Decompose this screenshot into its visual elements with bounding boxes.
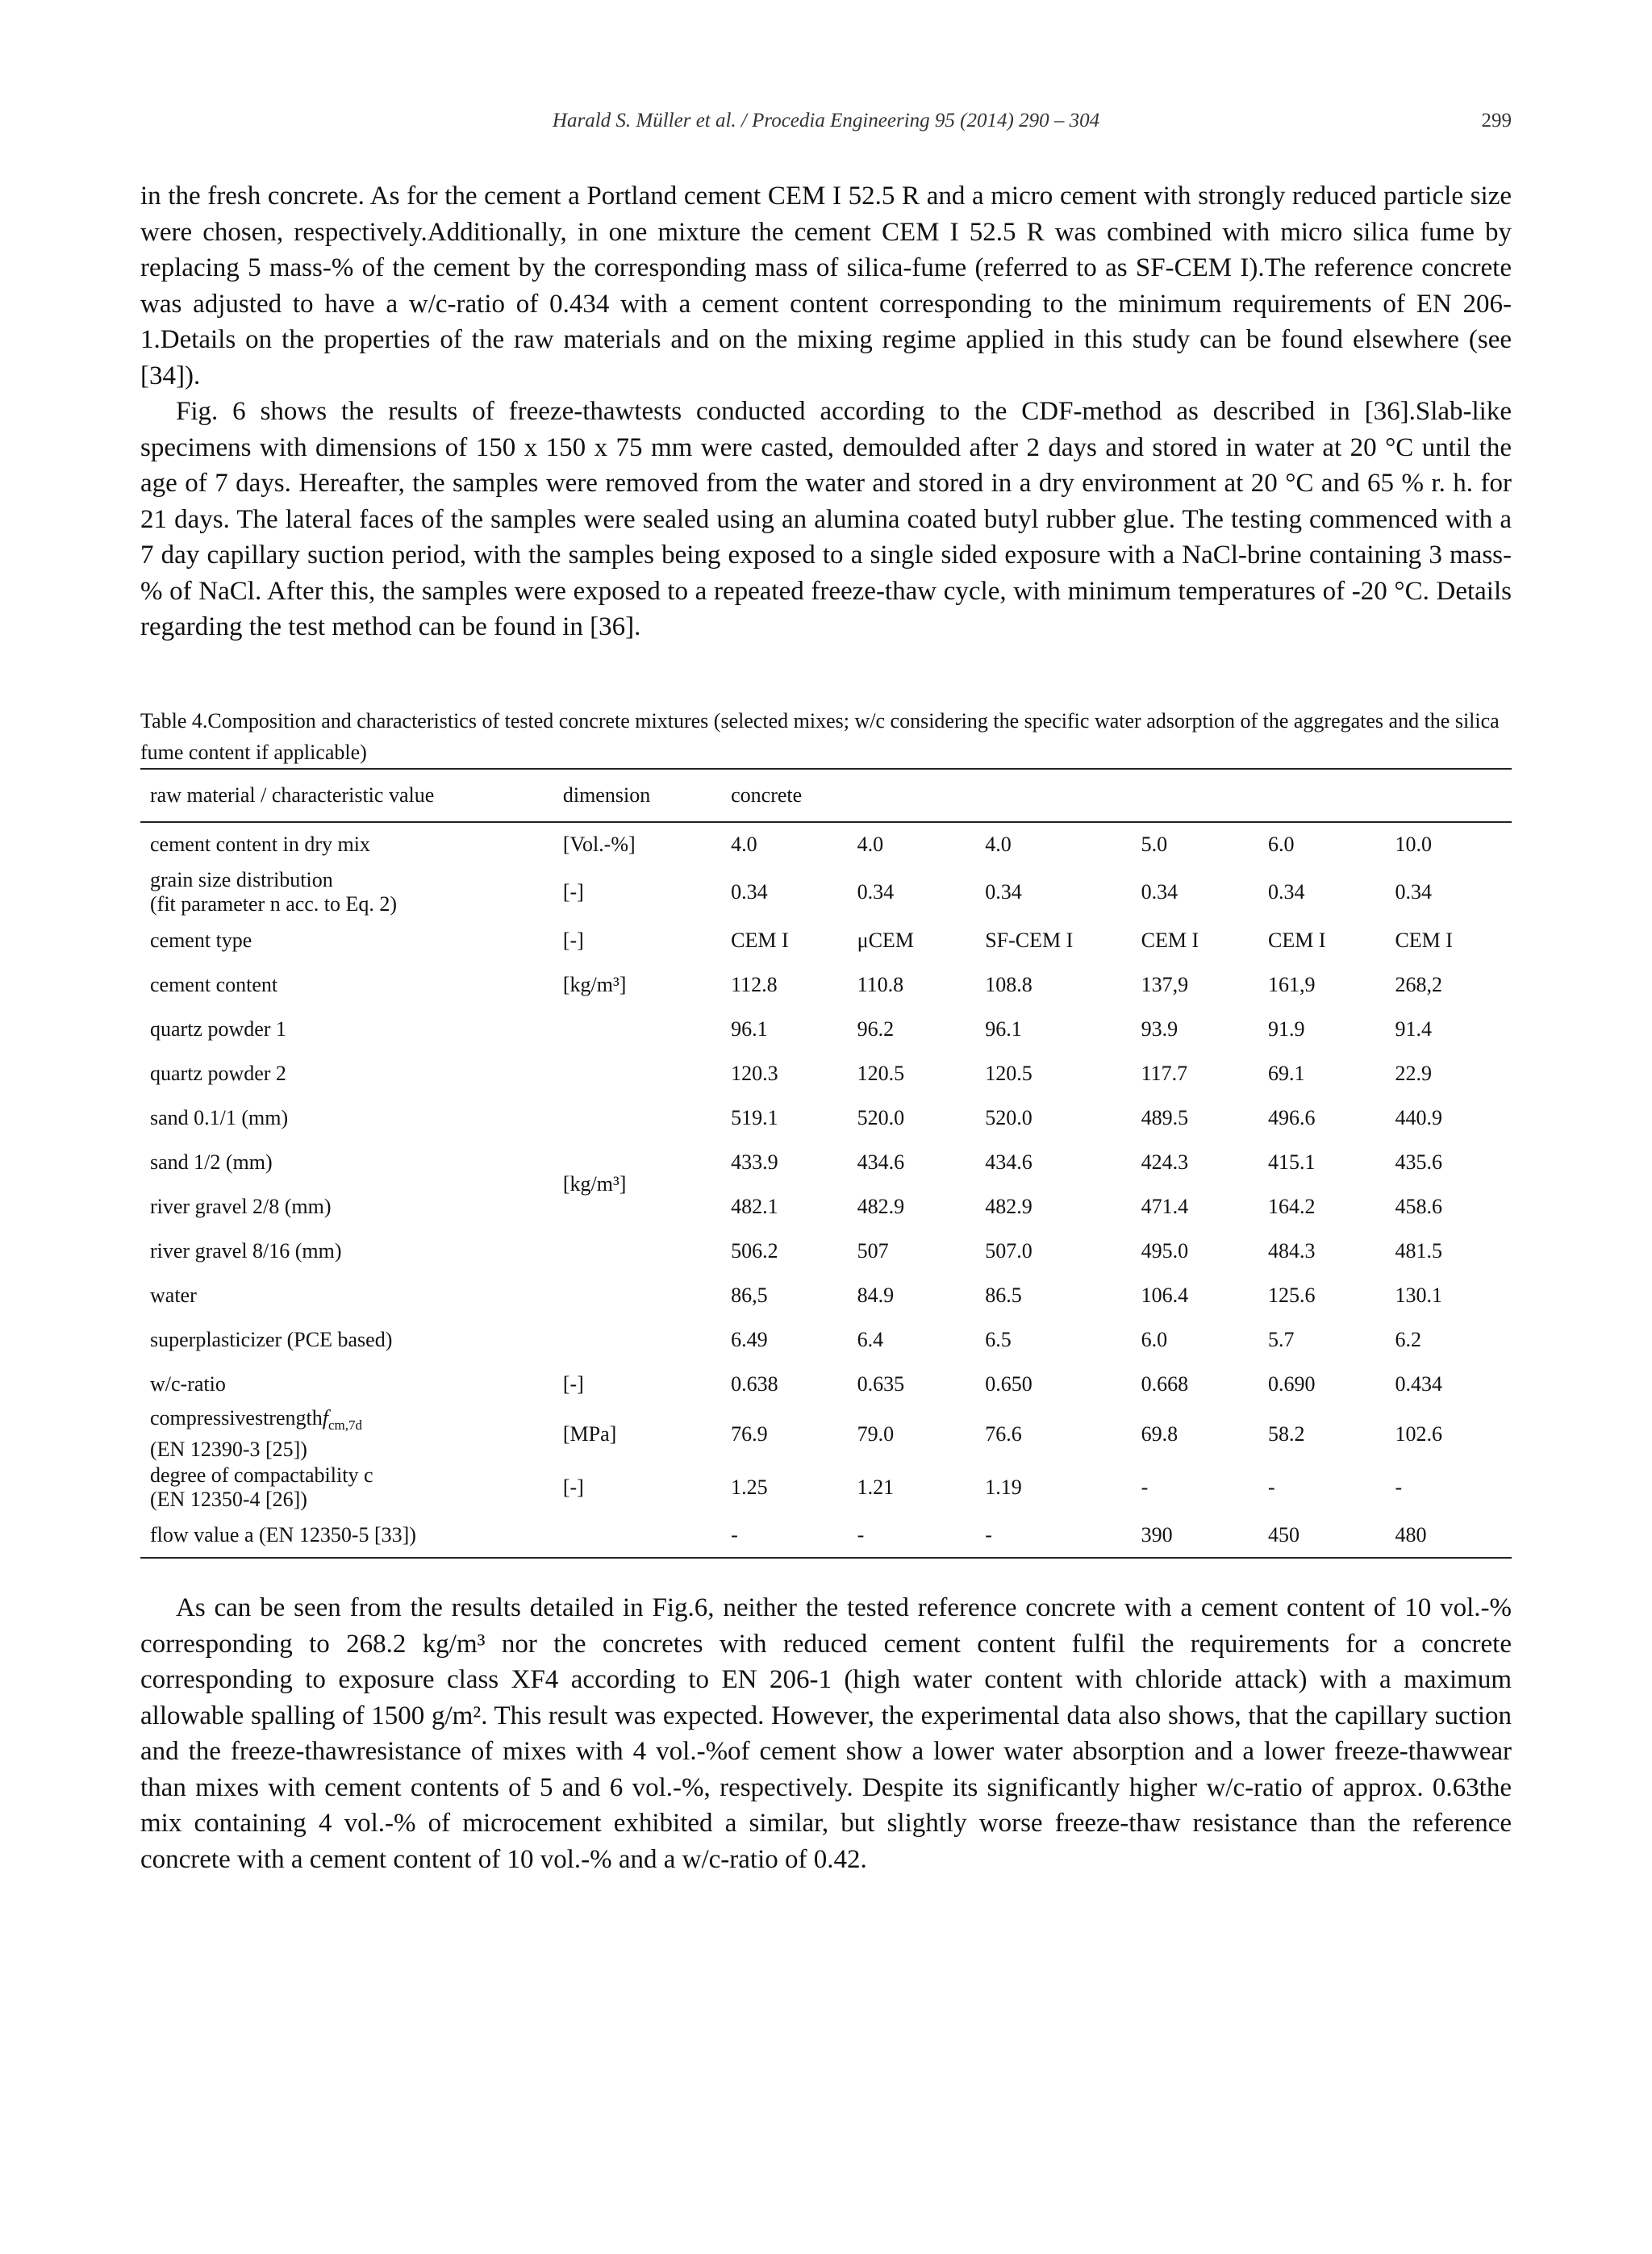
table-row xyxy=(140,1007,1512,1051)
row-label-text: sand 0.1/1 (mm) xyxy=(150,1105,289,1129)
dimension-cell: [-] xyxy=(562,1476,584,1500)
value-cell: 424.3 xyxy=(1141,1150,1189,1174)
table-row xyxy=(140,1140,1512,1184)
value-cell: 268,2 xyxy=(1395,972,1442,996)
row-label xyxy=(140,1051,553,1096)
value-cell: 415.1 xyxy=(1268,1150,1316,1174)
row-label-text: superplasticizer (PCE based) xyxy=(150,1327,393,1351)
table-row xyxy=(140,822,1512,866)
value-cell: 76.6 xyxy=(985,1421,1022,1446)
row-label-text: grain size distribution xyxy=(150,868,333,891)
value-cell: 164.2 xyxy=(1268,1194,1316,1218)
value-cell: 0.34 xyxy=(857,880,895,904)
table-row xyxy=(140,1406,1512,1462)
row-label-sub-text: (EN 12390-3 [25]) xyxy=(150,1438,307,1462)
value-cell: 0.34 xyxy=(1141,880,1179,904)
value-cell: 489.5 xyxy=(1141,1105,1189,1129)
value-cell: 1.19 xyxy=(985,1476,1022,1500)
table-row xyxy=(140,1184,1512,1229)
row-label-text: river gravel 2/8 (mm) xyxy=(150,1194,332,1218)
value-cell: 120.5 xyxy=(857,1061,905,1085)
value-cell: 6.5 xyxy=(985,1327,1012,1351)
value-cell: 10.0 xyxy=(1395,833,1432,856)
row-label xyxy=(140,1273,553,1317)
value-cell: 482.1 xyxy=(731,1194,778,1218)
value-cell: 108.8 xyxy=(985,972,1032,996)
row-label xyxy=(140,1229,553,1273)
value-cell: 6.0 xyxy=(1268,833,1295,856)
dimension-cell: [kg/m³] xyxy=(562,972,627,996)
dimension-cell: [MPa] xyxy=(562,1421,617,1446)
page-number: 299 xyxy=(1481,110,1512,131)
table-caption: Table 4.Composition and characteristics of tested concrete mixtures (selected mixes; w/c considering the specific water adsorption of the aggregates and the silica fume content if applicable) xyxy=(140,709,1500,764)
dimension-cell xyxy=(553,1513,721,1558)
value-cell: 6.0 xyxy=(1141,1327,1168,1351)
row-label-text: quartz powder 1 xyxy=(150,1016,286,1041)
value-cell: 520.0 xyxy=(985,1105,1032,1129)
value-cell: 0.34 xyxy=(1395,880,1432,904)
row-label xyxy=(140,866,553,918)
value-cell: 390 xyxy=(1141,1523,1173,1547)
value-cell: 58.2 xyxy=(1268,1421,1305,1446)
header-concrete: concrete xyxy=(731,783,803,807)
value-cell: 161,9 xyxy=(1268,972,1316,996)
row-label-text: cement type xyxy=(150,928,252,952)
value-cell: 484.3 xyxy=(1268,1238,1316,1263)
value-cell: 96.1 xyxy=(731,1016,768,1041)
value-cell: 450 xyxy=(1268,1523,1300,1547)
paragraph-continued: in the fresh concrete. As for the cement a Portland cement CEM I 52.5 R and a micro cement with strongly reduced particle size were chosen, respectively.Additionally, in one mixture the cement CEM I 52.5 R was combined with micro silica fume by replacing 5 mass-% of the cement by the corresponding mass of silica-fume (referred to as SF-CEM I).The reference concrete was adjusted to have a w/c-ratio of 0.434 with a cement content corresponding to the minimum requirements of EN 206-1.Details on the properties of the raw materials and on the mixing regime applied in this study can be found elsewhere (see [34]). xyxy=(140,182,1512,390)
value-cell: 5.7 xyxy=(1268,1327,1295,1351)
value-cell: 0.34 xyxy=(985,880,1022,904)
value-cell: 496.6 xyxy=(1268,1105,1316,1129)
value-cell: 434.6 xyxy=(985,1150,1032,1174)
value-cell: 435.6 xyxy=(1395,1150,1442,1174)
row-label-text: compressivestrength xyxy=(150,1406,323,1430)
value-cell: 480 xyxy=(1395,1523,1427,1547)
table-row xyxy=(140,918,1512,962)
page-header xyxy=(140,110,1512,142)
value-cell: 137,9 xyxy=(1141,972,1189,996)
value-cell: CEM I xyxy=(1268,928,1326,952)
value-cell: 519.1 xyxy=(731,1105,778,1129)
row-label xyxy=(140,1007,553,1051)
value-cell: 434.6 xyxy=(857,1150,905,1174)
value-cell: 0.34 xyxy=(1268,880,1305,904)
dimension-cell: [-] xyxy=(562,928,584,952)
value-cell: 84.9 xyxy=(857,1283,895,1307)
value-cell: CEM I xyxy=(1395,928,1453,952)
value-cell: 4.0 xyxy=(857,833,884,856)
value-cell: 110.8 xyxy=(857,972,904,996)
value-cell: 93.9 xyxy=(1141,1016,1179,1041)
table-row xyxy=(140,1462,1512,1513)
row-label xyxy=(140,1140,553,1184)
value-cell: SF-CEM I xyxy=(985,928,1074,952)
value-cell: - xyxy=(857,1523,865,1547)
value-cell: 91.9 xyxy=(1268,1016,1305,1041)
body-text-top xyxy=(140,178,1512,645)
value-cell: 482.9 xyxy=(985,1194,1032,1218)
row-label xyxy=(140,1513,553,1558)
value-cell: 96.1 xyxy=(985,1016,1022,1041)
dimension-cell: [-] xyxy=(562,1371,584,1396)
dimension-cell: [Vol.-%] xyxy=(562,833,636,856)
row-label-text: degree of compactability c xyxy=(150,1463,373,1488)
table-row xyxy=(140,1096,1512,1140)
value-cell: 0.690 xyxy=(1268,1371,1316,1396)
table-header-row xyxy=(140,769,1512,822)
value-cell: 130.1 xyxy=(1395,1283,1442,1307)
value-cell: μCEM xyxy=(857,928,914,952)
value-cell: 86.5 xyxy=(985,1283,1022,1307)
value-cell: - xyxy=(1395,1476,1403,1500)
row-label xyxy=(140,1462,553,1513)
value-cell: - xyxy=(731,1523,738,1547)
row-label-sub-text: (fit parameter n acc. to Eq. 2) xyxy=(150,892,398,916)
value-cell: 0.668 xyxy=(1141,1371,1189,1396)
paragraph-fig6-method: Fig. 6 shows the results of freeze-thawtests conducted according to the CDF-method as described in [36].Slab-like specimens with dimensions of 150 x 150 x 75 mm were casted, demoulded after 2 days and stored in water at 20 °C until the age of 7 days. Hereafter, the samples were removed from the water and stored in a dry environment at 20 °C and 65 % r. h. for 21 days. The lateral faces of the samples were sealed using an alumina coated butyl rubber glue. The testing commenced with a 7 day capillary suction period, with the samples being exposed to a single sided exposure with a NaCl-brine containing 3 mass-% of NaCl. After this, the samples were exposed to a repeated freeze-thaw cycle, with minimum temperatures of -20 °C. Details regarding the test method can be found in [36]. xyxy=(140,397,1512,641)
value-cell: 0.638 xyxy=(731,1371,778,1396)
value-cell: 117.7 xyxy=(1141,1061,1188,1085)
value-cell: 120.5 xyxy=(985,1061,1032,1085)
value-cell: 106.4 xyxy=(1141,1283,1189,1307)
header-raw-material: raw material / characteristic value xyxy=(150,783,435,807)
row-label xyxy=(140,1096,553,1140)
value-cell: 76.9 xyxy=(731,1421,768,1446)
value-cell: 507 xyxy=(857,1238,889,1263)
value-cell: 69.1 xyxy=(1268,1061,1305,1085)
value-cell: 102.6 xyxy=(1395,1421,1442,1446)
table-row xyxy=(140,1273,1512,1317)
value-cell: 6.49 xyxy=(731,1327,768,1351)
symbol-subscript: cm,7d xyxy=(327,1417,362,1434)
table-row xyxy=(140,866,1512,918)
value-cell: 22.9 xyxy=(1395,1061,1432,1085)
table-row xyxy=(140,1362,1512,1406)
row-label xyxy=(140,1317,553,1362)
row-label xyxy=(140,822,553,866)
dimension-merged-cell: [kg/m³] xyxy=(562,1172,627,1196)
value-cell: 481.5 xyxy=(1395,1238,1442,1263)
value-cell: 125.6 xyxy=(1268,1283,1316,1307)
table-row xyxy=(140,1051,1512,1096)
value-cell: 120.3 xyxy=(731,1061,778,1085)
row-label-text: flow value a (EN 12350-5 [33]) xyxy=(150,1523,416,1547)
value-cell: - xyxy=(1268,1476,1275,1500)
value-cell: 506.2 xyxy=(731,1238,778,1263)
dimension-cell: [-] xyxy=(562,880,584,904)
value-cell: 0.34 xyxy=(731,880,768,904)
value-cell: 4.0 xyxy=(731,833,757,856)
row-label xyxy=(140,918,553,962)
value-cell: - xyxy=(1141,1476,1149,1500)
table-row xyxy=(140,1317,1512,1362)
value-cell: 96.2 xyxy=(857,1016,895,1041)
header-dimension: dimension xyxy=(562,783,651,807)
table-body xyxy=(140,822,1512,1558)
value-cell: CEM I xyxy=(731,928,789,952)
value-cell: 69.8 xyxy=(1141,1421,1179,1446)
row-label-text: cement content in dry mix xyxy=(150,833,370,856)
value-cell: 520.0 xyxy=(857,1105,905,1129)
table-row xyxy=(140,1513,1512,1558)
row-label xyxy=(140,1184,553,1229)
row-label xyxy=(140,1362,553,1406)
value-cell: 6.4 xyxy=(857,1327,884,1351)
value-cell: 507.0 xyxy=(985,1238,1032,1263)
value-cell: 0.635 xyxy=(857,1371,905,1396)
table-row xyxy=(140,1229,1512,1273)
paragraph-results: As can be seen from the results detailed in Fig.6, neither the tested reference concrete with a cement content of 10 vol.-% corresponding to 268.2 kg/m³ nor the concretes with reduced cement content fulfil the requirements for a concrete corresponding to exposure class XF4 according to EN 206-1 (high water content with chloride attack) with a maximum allowable spalling of 1500 g/m². This result was expected. However, the experimental data also shows, that the capillary suction and the freeze-thawresistance of mixes with 4 vol.-%of cement show a lower water absorption and a lower freeze-thawwear than mixes with cement contents of 5 and 6 vol.-%, respectively. Despite its significantly higher w/c-ratio of approx. 0.63the mix containing 4 vol.-% of microcement exhibited a similar, but slightly worse freeze-thaw resistance than the reference concrete with a cement content of 10 vol.-% and a w/c-ratio of 0.42. xyxy=(140,1593,1512,1874)
symbol-f: f xyxy=(322,1406,328,1430)
table-row xyxy=(140,962,1512,1007)
body-text-bottom xyxy=(140,1590,1512,1877)
value-cell: CEM I xyxy=(1141,928,1199,952)
value-cell: - xyxy=(985,1523,992,1547)
row-label-text: cement content xyxy=(150,972,278,996)
value-cell: 471.4 xyxy=(1141,1194,1189,1218)
row-label-text: river gravel 8/16 (mm) xyxy=(150,1238,342,1263)
value-cell: 495.0 xyxy=(1141,1238,1189,1263)
row-label-text: quartz powder 2 xyxy=(150,1061,286,1085)
value-cell: 0.650 xyxy=(985,1371,1032,1396)
row-label xyxy=(140,1406,553,1462)
row-label-text: water xyxy=(150,1283,197,1307)
value-cell: 6.2 xyxy=(1395,1327,1421,1351)
value-cell: 112.8 xyxy=(731,972,778,996)
value-cell: 5.0 xyxy=(1141,833,1168,856)
row-label xyxy=(140,962,553,1007)
value-cell: 91.4 xyxy=(1395,1016,1432,1041)
value-cell: 433.9 xyxy=(731,1150,778,1174)
value-cell: 458.6 xyxy=(1395,1194,1442,1218)
composition-table xyxy=(140,768,1512,1559)
value-cell: 0.434 xyxy=(1395,1371,1442,1396)
value-cell: 482.9 xyxy=(857,1194,905,1218)
row-label-text: w/c-ratio xyxy=(150,1371,226,1396)
value-cell: 4.0 xyxy=(985,833,1012,856)
value-cell: 86,5 xyxy=(731,1283,768,1307)
value-cell: 1.25 xyxy=(731,1476,768,1500)
value-cell: 440.9 xyxy=(1395,1105,1442,1129)
row-label-text: sand 1/2 (mm) xyxy=(150,1150,273,1174)
value-cell: 79.0 xyxy=(857,1421,895,1446)
row-label-sub-text: (EN 12350-4 [26]) xyxy=(150,1488,307,1512)
value-cell: 1.21 xyxy=(857,1476,895,1500)
running-title: Harald S. Müller et al. / Procedia Engineering 95 (2014) 290 – 304 xyxy=(552,110,1100,131)
